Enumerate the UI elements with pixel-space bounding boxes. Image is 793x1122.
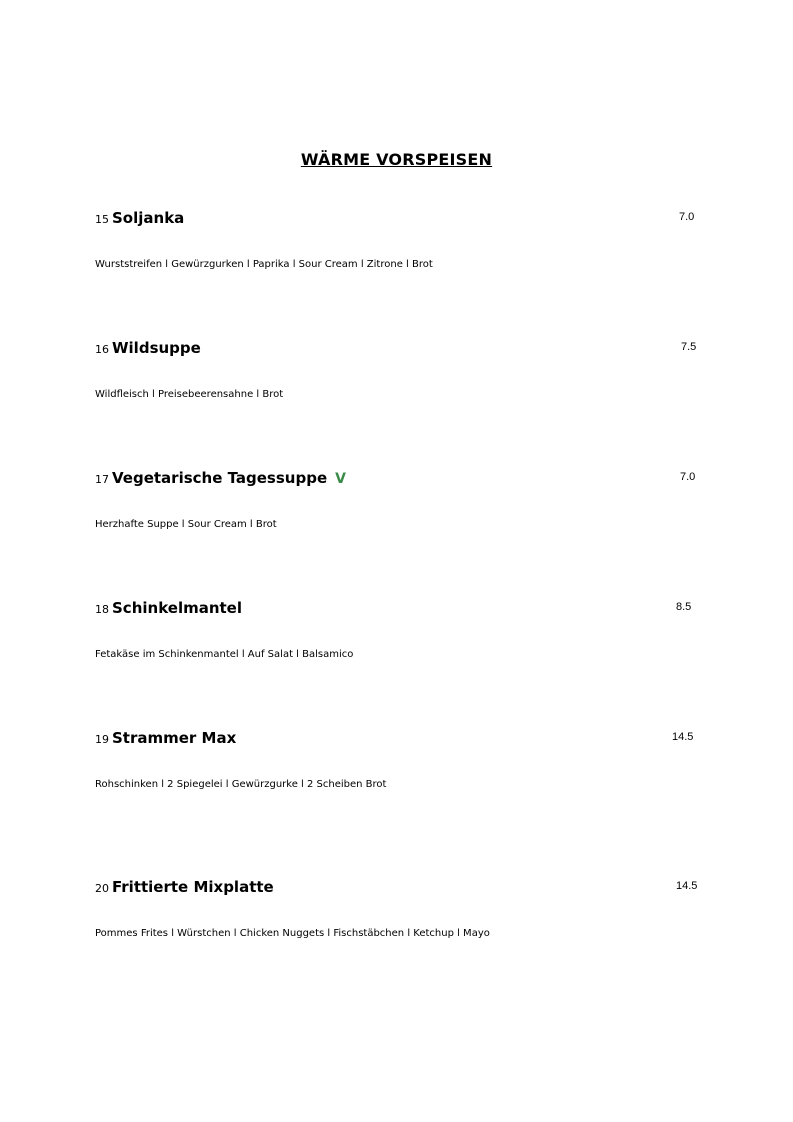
item-number: 18 [95, 603, 109, 616]
item-name: Vegetarische Tagessuppe [112, 469, 328, 487]
item-price: 14.5 [676, 880, 698, 892]
item-number: 16 [95, 343, 109, 356]
menu-item-wildsuppe [95, 338, 699, 428]
item-price: 14.5 [672, 731, 694, 743]
item-description: Herzhafte Suppe l Sour Cream l Brot [95, 519, 277, 530]
menu-item-frittierte-mixplatte [95, 877, 699, 967]
menu-item-soljanka [95, 208, 699, 298]
menu-item-vegetarische-tagessuppe [95, 468, 699, 558]
item-description: Pommes Frites l Würstchen l Chicken Nuggets l Fischstäbchen l Ketchup l Mayo [95, 928, 490, 939]
item-number: 20 [95, 882, 109, 895]
item-description: Fetakäse im Schinkenmantel l Auf Salat l Balsamico [95, 649, 354, 660]
item-description: Wildfleisch l Preisebeerensahne l Brot [95, 389, 284, 400]
item-heading [95, 598, 242, 622]
item-description: Rohschinken l 2 Spiegelei l Gewürzgurke l 2 Scheiben Brot [95, 779, 387, 790]
item-price: 7.0 [679, 211, 695, 223]
item-name: Frittierte Mixplatte [112, 878, 274, 896]
item-heading [95, 338, 201, 362]
item-heading [95, 877, 274, 901]
item-heading [95, 728, 236, 752]
item-price: 7.5 [681, 341, 697, 353]
item-name: Wildsuppe [112, 339, 201, 357]
item-number: 15 [95, 213, 109, 226]
item-name: Soljanka [112, 209, 185, 227]
page-title: WÄRME VORSPEISEN [300, 150, 493, 169]
item-description: Wurststreifen l Gewürzgurken l Paprika l Sour Cream l Zitrone l Brot [95, 259, 433, 270]
item-price: 8.5 [676, 601, 692, 613]
item-number: 17 [95, 473, 109, 486]
item-name: Schinkelmantel [112, 599, 242, 617]
item-number: 19 [95, 733, 109, 746]
item-heading [95, 468, 346, 492]
item-heading [95, 208, 184, 232]
vegetarian-icon: V [335, 471, 346, 487]
menu-item-strammer-max [95, 728, 699, 818]
menu-item-schinkelmantel [95, 598, 699, 688]
item-price: 7.0 [680, 471, 696, 483]
item-name: Strammer Max [112, 729, 237, 747]
